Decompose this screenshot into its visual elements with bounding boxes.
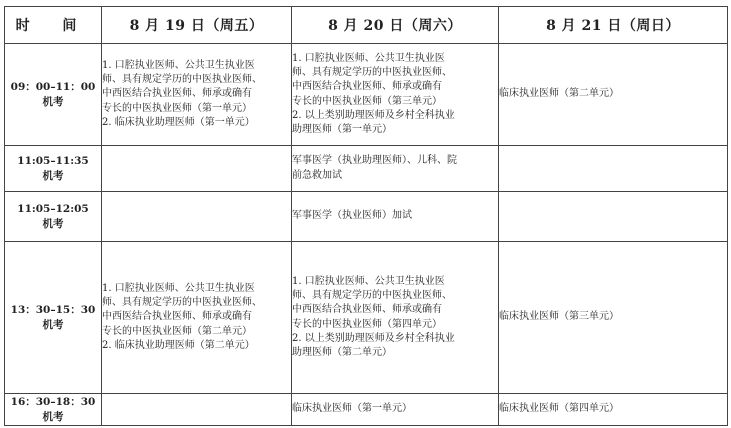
time-range: 13：30–15：30	[10, 303, 96, 316]
time-cell	[5, 192, 102, 242]
exam-mode: 机考	[42, 169, 64, 182]
cell-line: 2. 临床执业助理医师（第一单元）	[102, 116, 255, 128]
cell-line: 临床执业医师（第三单元）	[499, 311, 619, 323]
time-range: 11:05–11:35	[17, 154, 89, 167]
header-day2: 8 月 20 日（周六）	[292, 7, 499, 44]
header-day3: 8 月 21 日（周日）	[499, 7, 728, 44]
cell-line: 军事医学（执业医师）加试	[292, 210, 412, 222]
day1-cell	[102, 394, 292, 426]
cell-line: 专长的中医执业医师（第二单元）	[102, 325, 252, 337]
cell-line: 专长的中医执业医师（第一单元）	[102, 102, 252, 114]
cell-line: 2. 临床执业助理医师（第二单元）	[102, 339, 255, 351]
time-range: 11:05–12:05	[17, 202, 89, 215]
cell-line: 临床执业医师（第四单元）	[499, 403, 619, 415]
day3-cell	[499, 44, 728, 146]
cell-line: 中西医结合执业医师、师承或确有	[102, 311, 252, 323]
exam-mode: 机考	[42, 217, 64, 230]
time-cell	[5, 242, 102, 394]
cell-line: 临床执业医师（第一单元）	[292, 403, 412, 415]
day2-cell	[292, 394, 499, 426]
cell-line: 2. 以上类别助理医师及乡村全科执业	[292, 109, 455, 121]
table-row	[5, 394, 728, 426]
cell-line: 军事医学（执业助理医师）、儿科、院	[292, 155, 457, 167]
cell-line: 1. 口腔执业医师、公共卫生执业医	[102, 59, 255, 71]
cell-line: 中西医结合执业医师、师承或确有	[292, 304, 442, 316]
day3-cell	[499, 242, 728, 394]
cell-line: 师、具有规定学历的中医执业医师、	[292, 67, 452, 79]
cell-line: 师、具有规定学历的中医执业医师、	[102, 74, 262, 86]
exam-schedule-table	[4, 6, 728, 426]
header-day1: 8 月 19 日（周五）	[102, 7, 292, 44]
exam-mode: 机考	[42, 95, 64, 108]
exam-mode: 机考	[42, 410, 64, 423]
cell-line: 中西医结合执业医师、师承或确有	[102, 88, 252, 100]
cell-line: 专长的中医执业医师（第三单元）	[292, 95, 442, 107]
day2-cell	[292, 192, 499, 242]
header-row	[5, 7, 728, 44]
cell-line: 1. 口腔执业医师、公共卫生执业医	[102, 282, 255, 294]
cell-line: 1. 口腔执业医师、公共卫生执业医	[292, 52, 445, 64]
cell-line: 1. 口腔执业医师、公共卫生执业医	[292, 275, 445, 287]
table-row	[5, 242, 728, 394]
table-row	[5, 44, 728, 146]
cell-line: 师、具有规定学历的中医执业医师、	[102, 297, 262, 309]
exam-mode: 机考	[42, 318, 64, 331]
cell-line: 临床执业医师（第二单元）	[499, 88, 619, 100]
day1-cell	[102, 242, 292, 394]
day3-cell	[499, 192, 728, 242]
cell-line: 助理医师（第一单元）	[292, 123, 392, 135]
day2-cell	[292, 146, 499, 192]
time-cell	[5, 44, 102, 146]
header-time: 时 间	[5, 7, 102, 44]
time-range: 09：00–11：00	[10, 80, 96, 93]
cell-line: 师、具有规定学历的中医执业医师、	[292, 290, 452, 302]
cell-line: 中西医结合执业医师、师承或确有	[292, 81, 442, 93]
time-cell	[5, 394, 102, 426]
day2-cell	[292, 242, 499, 394]
table-row	[5, 146, 728, 192]
day1-cell	[102, 44, 292, 146]
day3-cell	[499, 146, 728, 192]
time-cell	[5, 146, 102, 192]
day1-cell	[102, 192, 292, 242]
day3-cell	[499, 394, 728, 426]
cell-line: 专长的中医执业医师（第四单元）	[292, 318, 442, 330]
cell-line: 2. 以上类别助理医师及乡村全科执业	[292, 332, 455, 344]
time-range: 16：30–18：30	[10, 395, 96, 408]
day1-cell	[102, 146, 292, 192]
day2-cell	[292, 44, 499, 146]
table-row	[5, 192, 728, 242]
cell-line: 助理医师（第二单元）	[292, 346, 392, 358]
cell-line: 前急救加试	[292, 169, 342, 181]
